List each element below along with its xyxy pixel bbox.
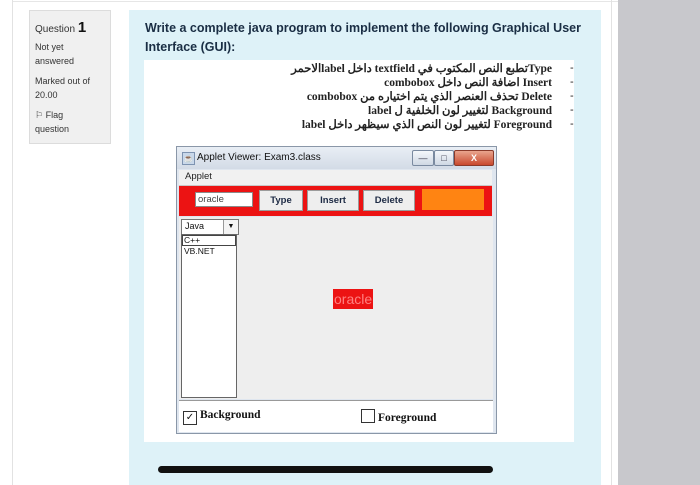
background-checkbox[interactable] [183, 409, 261, 425]
list-item[interactable]: VB.NET [184, 246, 215, 256]
right-divider [611, 0, 612, 485]
foreground-checkbox[interactable] [361, 409, 436, 424]
requirement-foreground: Foreground لتغيير لون النص الذي سيظهر داخل label [301, 119, 552, 131]
question-label: Question [35, 24, 76, 35]
status-text [35, 40, 74, 68]
status-line-2: answered [35, 56, 75, 66]
left-divider [12, 0, 13, 485]
question-number-label [35, 19, 86, 36]
combobox-value: Java [185, 221, 205, 231]
flag-icon: ⚐ [35, 110, 44, 120]
status-line-1: Not yet [35, 42, 64, 52]
applet-icon: ☕ [183, 154, 194, 163]
background-checkbox-label: Background [200, 409, 261, 421]
marks-line-2: 20.00 [35, 90, 58, 100]
side-background [618, 0, 700, 485]
flag-line-1: Flag [45, 110, 64, 120]
requirement-bullet: - [570, 62, 574, 74]
maximize-button[interactable]: □ [434, 150, 454, 166]
language-combobox[interactable] [181, 219, 239, 235]
applet-viewer-window [176, 146, 497, 434]
applet-body [179, 217, 493, 399]
window-title: Applet Viewer: Exam3.class [197, 152, 321, 163]
insert-button[interactable]: Insert [307, 190, 359, 211]
applet-menu[interactable]: Applet [185, 171, 212, 182]
requirement-delete: Delete تحذف العنصر الذي يتم اختياره من combobox [306, 91, 552, 103]
question-info-panel [29, 10, 111, 144]
top-divider [12, 1, 618, 2]
chevron-down-icon[interactable]: ▼ [223, 220, 238, 234]
text-field[interactable] [195, 192, 253, 207]
requirement-bullet: - [570, 104, 574, 116]
flag-line-2: question [35, 124, 70, 134]
window-titlebar[interactable] [177, 147, 496, 169]
delete-button[interactable]: Delete [363, 190, 415, 211]
horizontal-scrollbar[interactable] [158, 466, 493, 473]
type-button[interactable]: Type [259, 190, 303, 211]
flag-question-link[interactable] [35, 108, 69, 136]
orange-panel [422, 189, 484, 210]
output-label: oracle [334, 291, 373, 307]
applet-menubar [179, 170, 492, 186]
close-button[interactable]: X [454, 150, 494, 166]
control-panel [179, 186, 492, 216]
combobox-list[interactable] [181, 234, 237, 398]
requirement-bullet: - [570, 118, 574, 130]
marks-line-1: Marked out of [35, 76, 91, 86]
requirement-background: Background لتغيير لون الخلفية ل label [368, 105, 552, 117]
question-number: 1 [77, 19, 87, 36]
checkbox-bar [179, 400, 493, 432]
checkbox-checked-icon[interactable]: ✓ [183, 411, 197, 425]
requirement-bullet: - [570, 90, 574, 102]
checkbox-unchecked-icon[interactable] [361, 409, 375, 423]
question-text: Write a complete java program to implement the following Graphical User Interface (GUI): [145, 21, 581, 54]
marks-text [35, 74, 90, 102]
minimize-button[interactable]: — [412, 150, 434, 166]
foreground-checkbox-label: Foreground [378, 412, 437, 424]
requirement-insert: Insert اضافة النص داخل combobox [384, 77, 552, 89]
list-item[interactable]: C++ [182, 235, 236, 246]
requirement-type: Typeتطبع النص المكتوب في textfield داخل labelالاحمر [291, 63, 552, 75]
requirement-bullet: - [570, 76, 574, 88]
